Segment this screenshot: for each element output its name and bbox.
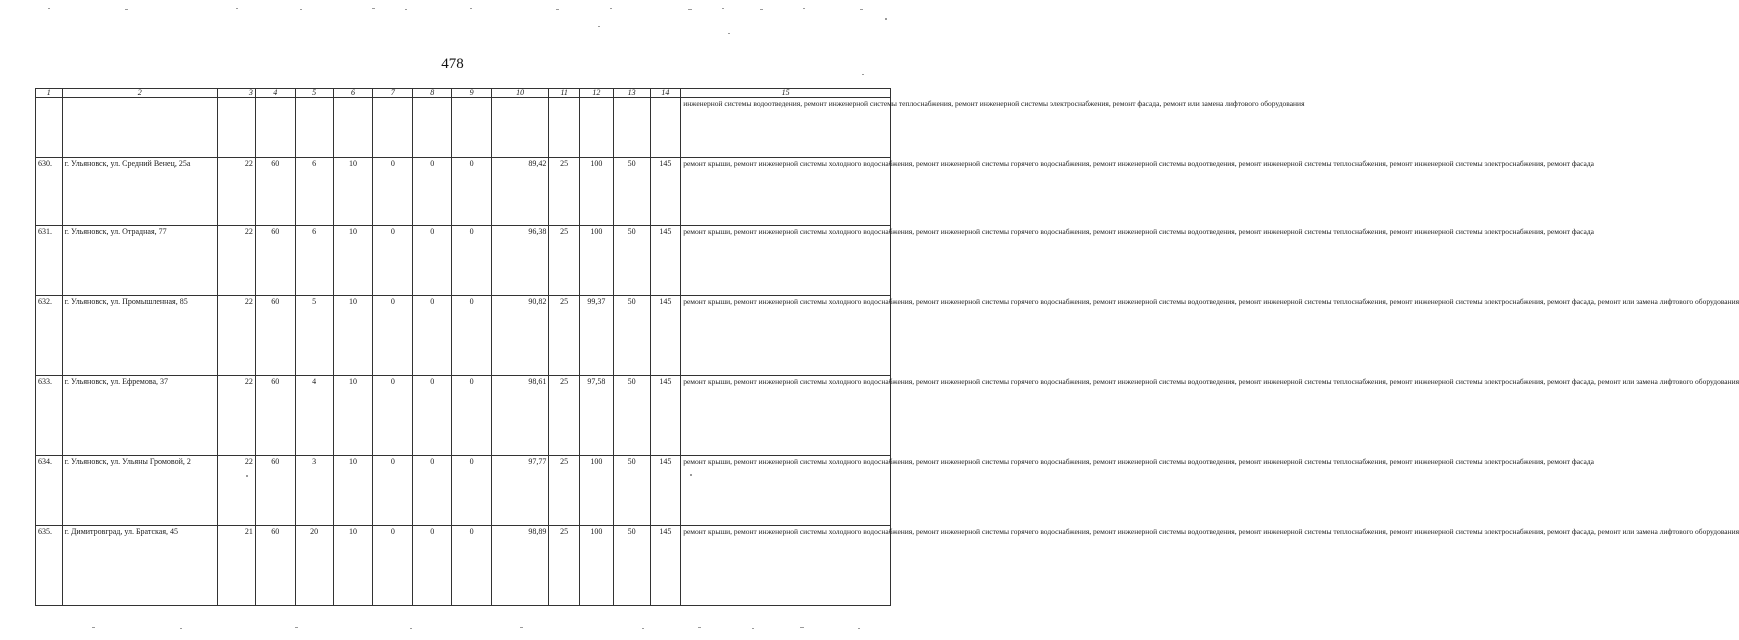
cell-6: 10: [333, 296, 373, 376]
cell-9: 0: [452, 296, 492, 376]
cell-4: 60: [255, 376, 295, 456]
cell-8: 0: [413, 296, 452, 376]
works-cell: ремонт крыши, ремонт инженерной системы холодного водоснабжения, ремонт инженерной системы горячего водоснабжения, ремонт инженерной системы водоотведения, ремонт инженерной системы теплоснабжения, ремонт инженерной системы электроснабжения, ремонт фасада, ремонт или замена лифтового оборудования: [681, 296, 891, 376]
table-row: [36, 526, 891, 606]
row-number: 634.: [36, 456, 63, 526]
cell-14: 145: [650, 296, 681, 376]
cell-6: 10: [333, 376, 373, 456]
row-number: 630.: [36, 158, 63, 226]
cell-8: 0: [413, 158, 452, 226]
cell-9: 0: [452, 526, 492, 606]
cell-11: 25: [549, 158, 580, 226]
header-cell: 11: [549, 89, 580, 98]
cell-4: 60: [255, 296, 295, 376]
cell-14: 145: [650, 376, 681, 456]
cell-3: 22: [218, 226, 256, 296]
cell-8: 0: [413, 526, 452, 606]
cell-4: 60: [255, 526, 295, 606]
cell-11: 25: [549, 456, 580, 526]
header-cell: 6: [333, 89, 373, 98]
cell-11: 25: [549, 296, 580, 376]
cell-3: 22: [218, 296, 256, 376]
cell-4: 60: [255, 226, 295, 296]
cell-13: 50: [613, 296, 650, 376]
header-cell: 1: [36, 89, 63, 98]
table-row: [36, 376, 891, 456]
address-cell: г. Ульяновск, ул. Средний Венец, 25а: [62, 158, 217, 226]
cell-5: 20: [295, 526, 333, 606]
cell-11: 25: [549, 226, 580, 296]
cell-12: 100: [579, 526, 613, 606]
cell-5: 6: [295, 226, 333, 296]
row-number: 635.: [36, 526, 63, 606]
cell-7: 0: [373, 526, 413, 606]
header-row: [36, 89, 891, 98]
works-cell: ремонт крыши, ремонт инженерной системы холодного водоснабжения, ремонт инженерной системы горячего водоснабжения, ремонт инженерной системы водоотведения, ремонт инженерной системы теплоснабжения, ремонт инженерной системы электроснабжения, ремонт фасада, ремонт или замена лифтового оборудования: [681, 376, 891, 456]
address-cell: г. Димитровград, ул. Братская, 45: [62, 526, 217, 606]
row-number: 631.: [36, 226, 63, 296]
cell-9: 0: [452, 226, 492, 296]
cell-5: 4: [295, 376, 333, 456]
cell-10: 90,82: [492, 296, 549, 376]
cell-14: 145: [650, 526, 681, 606]
cell-10: 98,61: [492, 376, 549, 456]
works-cell: ремонт крыши, ремонт инженерной системы холодного водоснабжения, ремонт инженерной системы горячего водоснабжения, ремонт инженерной системы водоотведения, ремонт инженерной системы теплоснабжения, ремонт инженерной системы электроснабжения, ремонт фасада: [681, 456, 891, 526]
cell-12: 97,58: [579, 376, 613, 456]
header-cell: 2: [62, 89, 217, 98]
row-number: 633.: [36, 376, 63, 456]
address-cell: г. Ульяновск, ул. Отрадная, 77: [62, 226, 217, 296]
header-cell: 9: [452, 89, 492, 98]
cell-14: 145: [650, 456, 681, 526]
cell-7: 0: [373, 226, 413, 296]
works-cell: инженерной системы водоотведения, ремонт инженерной системы теплоснабжения, ремонт инженерной системы электроснабжения, ремонт фасада, ремонт или замена лифтового оборудования: [681, 98, 891, 158]
cell-5: 6: [295, 158, 333, 226]
cell-8: 0: [413, 456, 452, 526]
cell-10: 98,89: [492, 526, 549, 606]
header-cell: 14: [650, 89, 681, 98]
cell-12: 100: [579, 158, 613, 226]
header-cell: 3: [218, 89, 256, 98]
works-cell: ремонт крыши, ремонт инженерной системы холодного водоснабжения, ремонт инженерной системы горячего водоснабжения, ремонт инженерной системы водоотведения, ремонт инженерной системы теплоснабжения, ремонт инженерной системы электроснабжения, ремонт фасада: [681, 158, 891, 226]
header-cell: 4: [255, 89, 295, 98]
cell-5: 5: [295, 296, 333, 376]
header-cell: 8: [413, 89, 452, 98]
address-cell: г. Ульяновск, ул. Ульяны Громовой, 2: [62, 456, 217, 526]
header-cell: 15: [681, 89, 891, 98]
cell-8: 0: [413, 226, 452, 296]
header-cell: 10: [492, 89, 549, 98]
cell-11: 25: [549, 376, 580, 456]
cell-8: 0: [413, 376, 452, 456]
cell-13: 50: [613, 456, 650, 526]
cell-3: 22: [218, 376, 256, 456]
cell-10: 97,77: [492, 456, 549, 526]
header-cell: 7: [373, 89, 413, 98]
cell-9: 0: [452, 376, 492, 456]
cell-4: 60: [255, 456, 295, 526]
header-cell: 5: [295, 89, 333, 98]
cell-12: 100: [579, 456, 613, 526]
cell-7: 0: [373, 376, 413, 456]
cell-10: 96,38: [492, 226, 549, 296]
cell-4: 60: [255, 158, 295, 226]
cell-6: 10: [333, 526, 373, 606]
table-row: [36, 296, 891, 376]
cell-3: 22: [218, 158, 256, 226]
cell-13: 50: [613, 376, 650, 456]
cell-3: 22: [218, 456, 256, 526]
works-cell: ремонт крыши, ремонт инженерной системы холодного водоснабжения, ремонт инженерной системы горячего водоснабжения, ремонт инженерной системы водоотведения, ремонт инженерной системы теплоснабжения, ремонт инженерной системы электроснабжения, ремонт фасада, ремонт или замена лифтового оборудования: [681, 526, 891, 606]
cell-12: 100: [579, 226, 613, 296]
repair-program-table: [35, 88, 1739, 606]
cell-9: 0: [452, 456, 492, 526]
page-number: 478: [441, 56, 464, 72]
table-row: [36, 226, 891, 296]
cell-7: 0: [373, 296, 413, 376]
table-row: [36, 158, 891, 226]
cell-12: 99,37: [579, 296, 613, 376]
header-cell: 12: [579, 89, 613, 98]
works-cell: ремонт крыши, ремонт инженерной системы холодного водоснабжения, ремонт инженерной системы горячего водоснабжения, ремонт инженерной системы водоотведения, ремонт инженерной системы теплоснабжения, ремонт инженерной системы электроснабжения, ремонт фасада: [681, 226, 891, 296]
table-row: [36, 456, 891, 526]
address-cell: г. Ульяновск, ул. Ефремова, 37: [62, 376, 217, 456]
cell-6: 10: [333, 226, 373, 296]
cell-5: 3: [295, 456, 333, 526]
cell-7: 0: [373, 456, 413, 526]
cell-6: 10: [333, 456, 373, 526]
cell-10: 89,42: [492, 158, 549, 226]
continuation-row: [36, 98, 891, 158]
cell-13: 50: [613, 158, 650, 226]
cell-14: 145: [650, 158, 681, 226]
cell-14: 145: [650, 226, 681, 296]
cell-3: 21: [218, 526, 256, 606]
cell-9: 0: [452, 158, 492, 226]
row-number: 632.: [36, 296, 63, 376]
cell-6: 10: [333, 158, 373, 226]
cell-13: 50: [613, 526, 650, 606]
cell-13: 50: [613, 226, 650, 296]
header-cell: 13: [613, 89, 650, 98]
address-cell: г. Ульяновск, ул. Промышленная, 85: [62, 296, 217, 376]
cell-7: 0: [373, 158, 413, 226]
cell-11: 25: [549, 526, 580, 606]
